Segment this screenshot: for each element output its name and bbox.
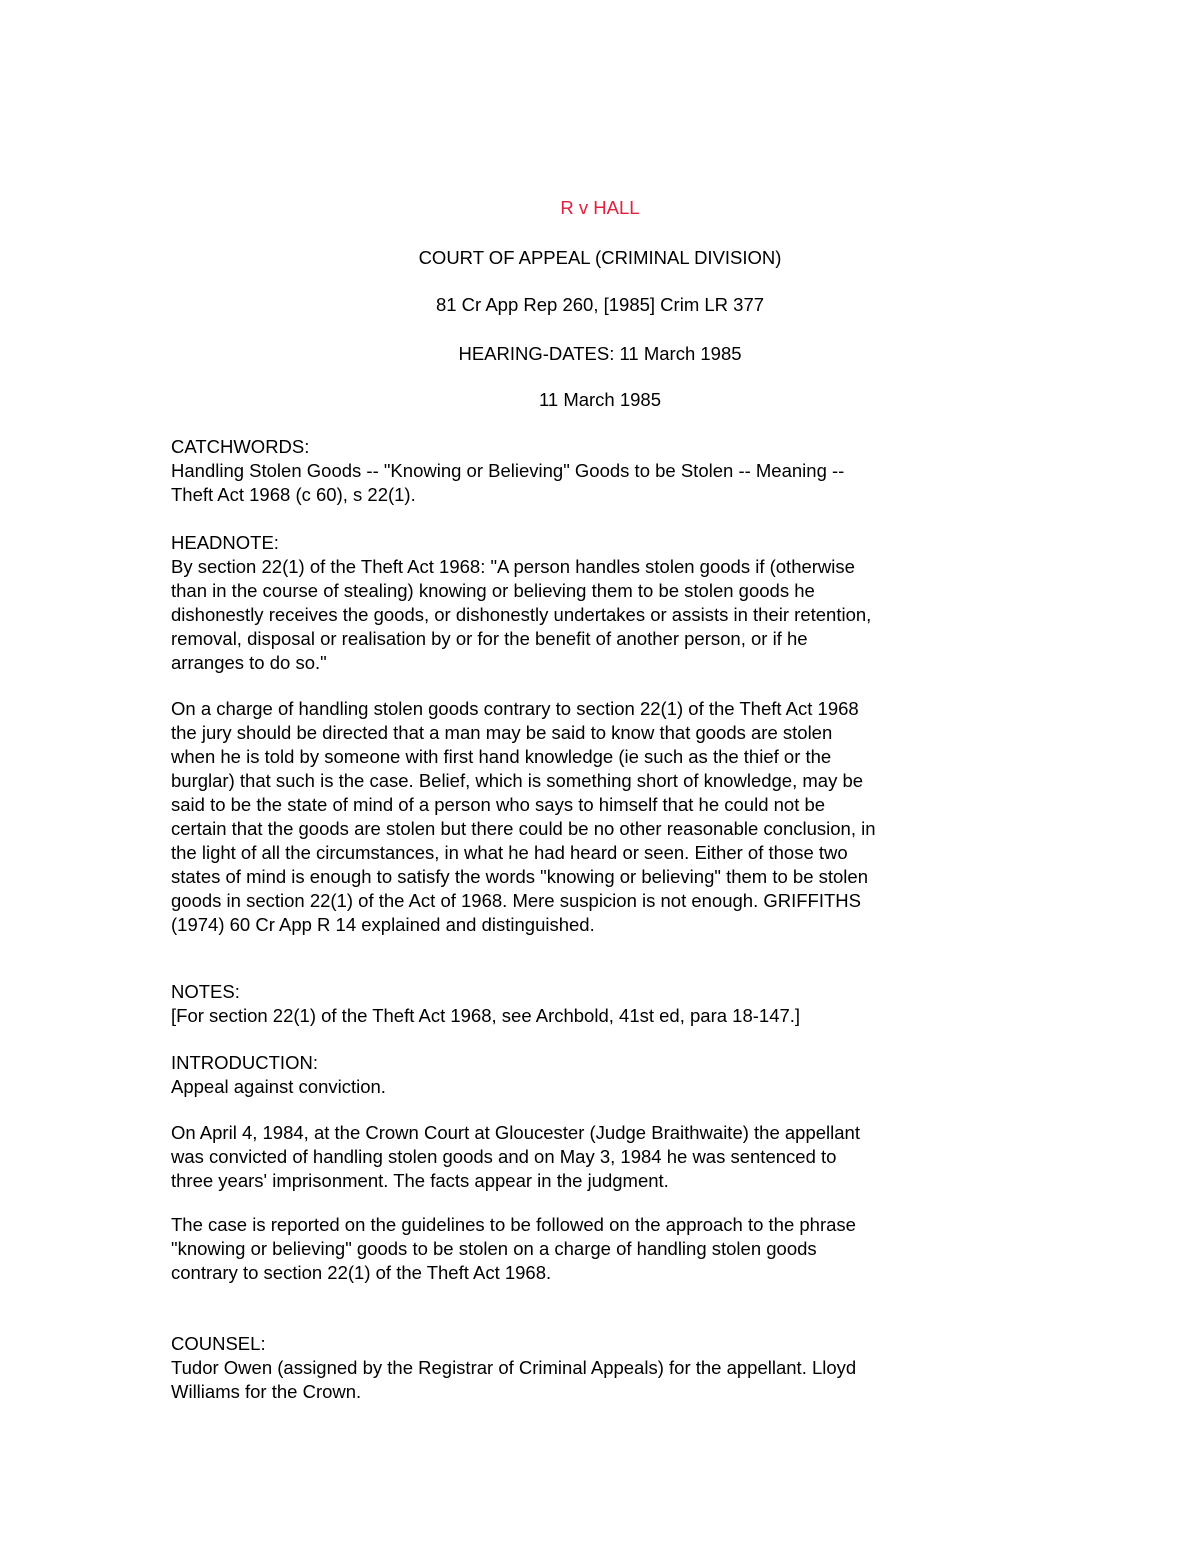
introduction-line: Appeal against conviction.	[171, 1076, 386, 1097]
counsel-line: Tudor Owen (assigned by the Registrar of Criminal Appeals) for the appellant. Lloyd	[171, 1357, 857, 1378]
introduction-line: On April 4, 1984, at the Crown Court at Gloucester (Judge Braithwaite) the appellant	[171, 1122, 860, 1143]
headnote-line: than in the course of stealing) knowing or believing them to be stolen goods he	[171, 580, 815, 601]
court-name: COURT OF APPEAL (CRIMINAL DIVISION)	[418, 247, 782, 268]
judgment-date: 11 March 1985	[538, 389, 662, 410]
headnote-paragraph	[171, 697, 1041, 937]
introduction-line: "knowing or believing" goods to be stolen on a charge of handling stolen goods	[171, 1238, 817, 1259]
introduction-line: contrary to section 22(1) of the Theft Act 1968.	[171, 1262, 552, 1283]
notes-heading: NOTES:	[171, 981, 240, 1002]
counsel-line: Williams for the Crown.	[171, 1381, 362, 1402]
headnote-line: goods in section 22(1) of the Act of 1968. Mere suspicion is not enough. GRIFFITHS	[171, 890, 862, 911]
introduction-paragraph	[171, 1121, 1041, 1193]
headnote-line: when he is told by someone with first hand knowledge (ie such as the thief or the	[171, 746, 832, 767]
notes-section	[171, 980, 1041, 1028]
headnote-line: said to be the state of mind of a person who says to himself that he could not be	[171, 794, 826, 815]
catchwords-section	[171, 435, 1041, 507]
catchwords-line: Handling Stolen Goods -- "Knowing or Believing" Goods to be Stolen -- Meaning --	[171, 460, 845, 481]
headnote-heading: HEADNOTE:	[171, 532, 279, 553]
headnote-line: states of mind is enough to satisfy the words "knowing or believing" them to be stolen	[171, 866, 868, 887]
introduction-heading: INTRODUCTION:	[171, 1052, 318, 1073]
headnote-line: removal, disposal or realisation by or for the benefit of another person, or if he	[171, 628, 808, 649]
headnote-line: burglar) that such is the case. Belief, which is something short of knowledge, may be	[171, 770, 864, 791]
headnote-line: arranges to do so."	[171, 652, 327, 673]
notes-line: [For section 22(1) of the Theft Act 1968, see Archbold, 41st ed, para 18-147.]	[171, 1005, 801, 1026]
counsel-section	[171, 1332, 1041, 1404]
headnote-line: the light of all the circumstances, in what he had heard or seen. Either of those two	[171, 842, 848, 863]
introduction-line: was convicted of handling stolen goods and on May 3, 1984 he was sentenced to	[171, 1146, 837, 1167]
headnote-line: On a charge of handling stolen goods contrary to section 22(1) of the Theft Act 1968	[171, 698, 859, 719]
headnote-line: (1974) 60 Cr App R 14 explained and distinguished.	[171, 914, 595, 935]
headnote-section	[171, 531, 1041, 675]
introduction-line: three years' imprisonment. The facts appear in the judgment.	[171, 1170, 669, 1191]
hearing-dates: HEARING-DATES: 11 March 1985	[458, 343, 742, 364]
case-citation: 81 Cr App Rep 260, [1985] Crim LR 377	[435, 294, 765, 315]
catchwords-heading: CATCHWORDS:	[171, 436, 310, 457]
headnote-line: the jury should be directed that a man may be said to know that goods are stolen	[171, 722, 833, 743]
introduction-section	[171, 1051, 1041, 1099]
introduction-line: The case is reported on the guidelines to be followed on the approach to the phrase	[171, 1214, 856, 1235]
counsel-heading: COUNSEL:	[171, 1333, 266, 1354]
headnote-line: dishonestly receives the goods, or dishonestly undertakes or assists in their retention,	[171, 604, 872, 625]
introduction-paragraph	[171, 1213, 1041, 1285]
case-title: R v HALL	[560, 197, 640, 218]
headnote-line: certain that the goods are stolen but there could be no other reasonable conclusion, in	[171, 818, 876, 839]
catchwords-line: Theft Act 1968 (c 60), s 22(1).	[171, 484, 416, 505]
headnote-line: By section 22(1) of the Theft Act 1968: "A person handles stolen goods if (otherwise	[171, 556, 855, 577]
